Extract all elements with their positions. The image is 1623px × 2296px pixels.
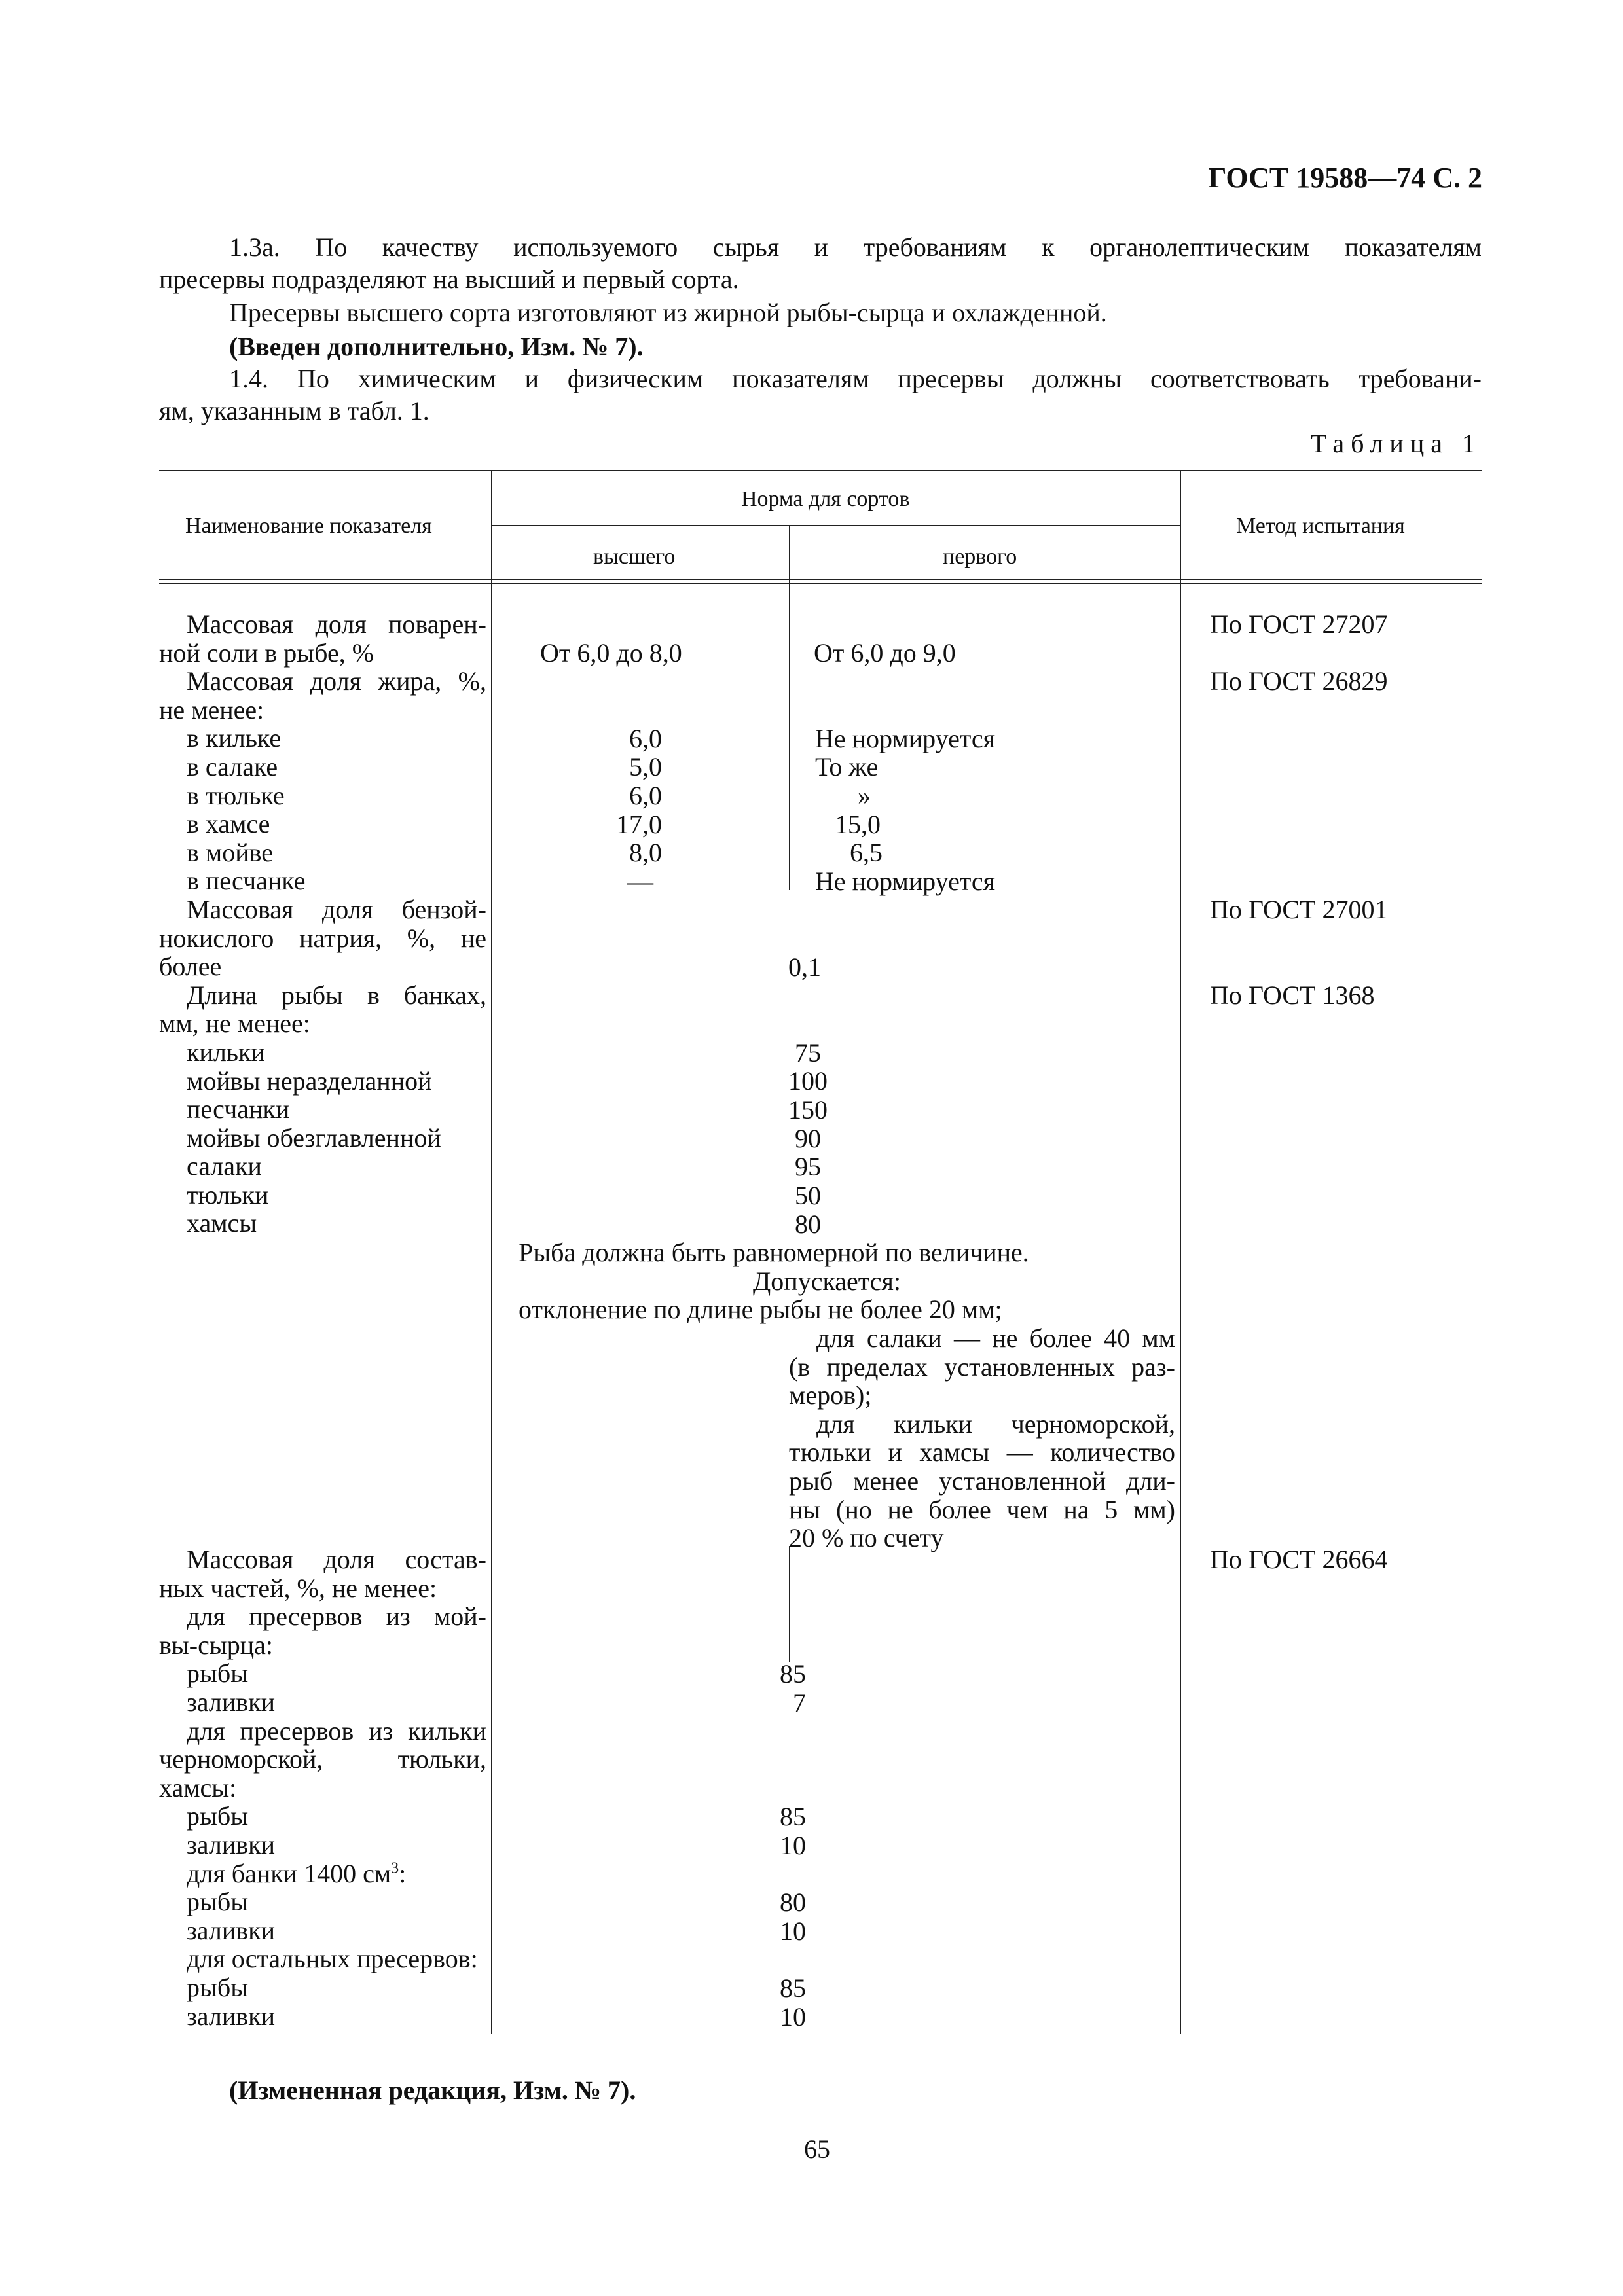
indicator-line: в хамсе <box>187 809 270 839</box>
amendment-note: (Измененная редакция, Изм. № 7). <box>229 2075 636 2105</box>
header-method: Метод испытания <box>1236 514 1405 538</box>
indicator-line: в салаке <box>187 751 278 781</box>
indicator-line <box>159 1859 486 1888</box>
indicator-line: для пресервов из кильки <box>187 1715 486 1746</box>
fraction-value: 85 <box>780 1973 806 2003</box>
indicator-line: рыбы <box>187 1801 249 1831</box>
indicator-line: Массовая доля жира, %, <box>187 666 486 696</box>
indicator-line: не менее: <box>159 694 264 725</box>
note-line: рыб менее установленной дли- <box>789 1465 1175 1496</box>
table-header-rule-1 <box>159 579 1482 580</box>
page-number: 65 <box>804 2134 830 2164</box>
paragraph-1-line-2: пресервы подразделяют на высший и первый сорта. <box>159 264 739 294</box>
length-salaka-value: 95 <box>795 1152 821 1181</box>
indicator-line: в песчанке <box>187 866 306 896</box>
table-col-divider-2a <box>789 525 790 890</box>
header-first-grade: первого <box>943 545 1017 569</box>
indicator-line: заливки <box>187 1687 275 1717</box>
indicator-line: в мойве <box>187 837 274 867</box>
length-peschanka-value: 150 <box>788 1095 828 1124</box>
indicator-column-lower <box>159 1545 486 2030</box>
note-line: 20 % по счету <box>789 1523 944 1553</box>
colon: : <box>399 1858 407 1888</box>
indicator-line: в тюльке <box>187 780 285 810</box>
fraction-value: 10 <box>780 1916 806 1946</box>
note-line: (в пределах установленных раз- <box>789 1352 1175 1382</box>
note-deviation: отклонение по длине рыбы не более 20 мм; <box>519 1295 1002 1324</box>
can-volume-label: для банки 1400 см <box>187 1858 392 1888</box>
first-salt-value: От 6,0 до 9,0 <box>814 638 956 668</box>
note-allowed: Допускается: <box>753 1266 902 1296</box>
table-top-rule <box>159 470 1482 471</box>
indicator-line: ных частей, %, не менее: <box>159 1573 437 1603</box>
indicator-line: кильки <box>187 1037 265 1067</box>
indicator-line: мойвы обезглавленной <box>187 1122 441 1153</box>
indicator-line: для остальных пресервов: <box>187 1944 478 1974</box>
indicator-line: рыбы <box>187 1659 249 1689</box>
first-peschanka-value: Не нормируется <box>815 867 995 896</box>
indicator-line: заливки <box>187 1915 275 1945</box>
paragraph-4-line-1: 1.4. По химическим и физическим показателям пресервы должны соответствовать требовани- <box>229 364 1482 393</box>
fraction-value: 10 <box>780 1831 806 1860</box>
length-kilka-value: 75 <box>795 1038 821 1067</box>
length-moyva-value: 100 <box>788 1066 828 1096</box>
indicator-line: Массовая доля поварен- <box>187 609 486 639</box>
indicator-line: ной соли в рыбе, % <box>159 637 374 668</box>
indicator-line: Массовая доля бензой- <box>187 894 486 924</box>
indicator-line: хамсы <box>187 1208 257 1238</box>
paragraph-1-line-1: 1.3а. По качеству используемого сырья и требованиям к органолептическим показателям <box>229 232 1482 262</box>
fraction-value: 85 <box>780 1659 806 1689</box>
indicator-line: рыбы <box>187 1887 249 1917</box>
superscript-3: 3 <box>391 1859 399 1877</box>
note-sub-block <box>789 1324 1175 1552</box>
indicator-line: мм, не менее: <box>159 1009 310 1039</box>
indicator-line: нокислого натрия, %, не <box>159 923 486 953</box>
fraction-value: 10 <box>780 2002 806 2032</box>
first-tyulka-value: » <box>858 781 871 810</box>
top-salaka-value: 5,0 <box>629 752 662 781</box>
table-col-divider-3 <box>1180 470 1181 2034</box>
first-moyva-value: 6,5 <box>850 838 883 867</box>
fraction-value: 80 <box>780 1888 806 1917</box>
indicator-line: заливки <box>187 2001 275 2031</box>
top-tyulka-value: 6,0 <box>629 781 662 810</box>
table-header-rule-2 <box>159 583 1482 584</box>
indicator-line: более <box>159 952 222 982</box>
indicator-line: черноморской, тюльки, <box>159 1744 486 1774</box>
note-uniform-size: Рыба должна быть равномерной по величине. <box>519 1238 1029 1267</box>
table-col-divider-2b <box>789 1546 790 1662</box>
length-tyulka-value: 50 <box>795 1181 821 1210</box>
method-fat: По ГОСТ 26829 <box>1210 666 1388 696</box>
note-line: для кильки черноморской, <box>816 1408 1175 1439</box>
indicator-line: салаки <box>187 1151 262 1181</box>
top-khamsa-value: 17,0 <box>616 810 662 839</box>
length-moyva-obezglav-value: 90 <box>795 1124 821 1153</box>
header-indicator: Наименование показателя <box>185 514 432 538</box>
note-line: ны (но не более чем на 5 мм) <box>789 1494 1175 1524</box>
paragraph-2: Пресервы высшего сорта изготовляют из жирной рыбы-сырца и охлажденной. <box>229 298 1107 327</box>
indicator-column-upper <box>159 610 486 1238</box>
indicator-line: заливки <box>187 1829 275 1859</box>
indicator-line: Массовая доля состав- <box>187 1545 486 1574</box>
method-salt: По ГОСТ 27207 <box>1210 609 1388 639</box>
benzoate-value: 0,1 <box>788 952 821 982</box>
indicator-line: хамсы: <box>159 1772 237 1803</box>
top-kilka-value: 6,0 <box>629 724 662 753</box>
fraction-value: 85 <box>780 1802 806 1831</box>
first-khamsa-value: 15,0 <box>835 810 881 839</box>
first-salaka-value: То же <box>815 752 879 781</box>
indicator-line: мойвы неразделанной <box>187 1066 432 1096</box>
fraction-value: 7 <box>793 1688 806 1717</box>
header-top-grade: высшего <box>593 545 676 569</box>
method-length: По ГОСТ 1368 <box>1210 980 1375 1010</box>
note-line: тюльки и хамсы — количество <box>789 1437 1175 1467</box>
table-header-sub-rule <box>491 525 1180 526</box>
method-fractions: По ГОСТ 26664 <box>1210 1545 1388 1574</box>
indicator-line: в кильке <box>187 723 282 753</box>
note-line: меров); <box>789 1380 872 1410</box>
indicator-line: тюльки <box>187 1179 269 1210</box>
paragraph-4-line-2: ям, указанным в табл. 1. <box>159 396 429 425</box>
top-moyva-value: 8,0 <box>629 838 662 867</box>
method-benzoate: По ГОСТ 27001 <box>1210 895 1388 924</box>
note-line: для салаки — не более 40 мм <box>816 1323 1175 1353</box>
page-header: ГОСТ 19588—74 С. 2 <box>1208 162 1482 194</box>
top-peschanka-value: — <box>627 867 653 896</box>
indicator-line: песчанки <box>187 1094 290 1124</box>
indicator-line: вы-сырца: <box>159 1630 273 1660</box>
paragraph-amendment: (Введен дополнительно, Изм. № 7). <box>229 332 644 361</box>
indicator-line: рыбы <box>187 1972 249 2002</box>
indicator-line: Длина рыбы в банках, <box>187 980 486 1010</box>
top-salt-value: От 6,0 до 8,0 <box>540 638 682 668</box>
table-caption: Таблица 1 <box>1310 429 1482 458</box>
indicator-line: для пресервов из мой- <box>187 1602 486 1632</box>
first-kilka-value: Не нормируется <box>815 724 995 753</box>
table-col-divider-1 <box>491 470 492 2034</box>
header-norm: Норма для сортов <box>741 487 910 511</box>
length-khamsa-value: 80 <box>795 1210 821 1239</box>
